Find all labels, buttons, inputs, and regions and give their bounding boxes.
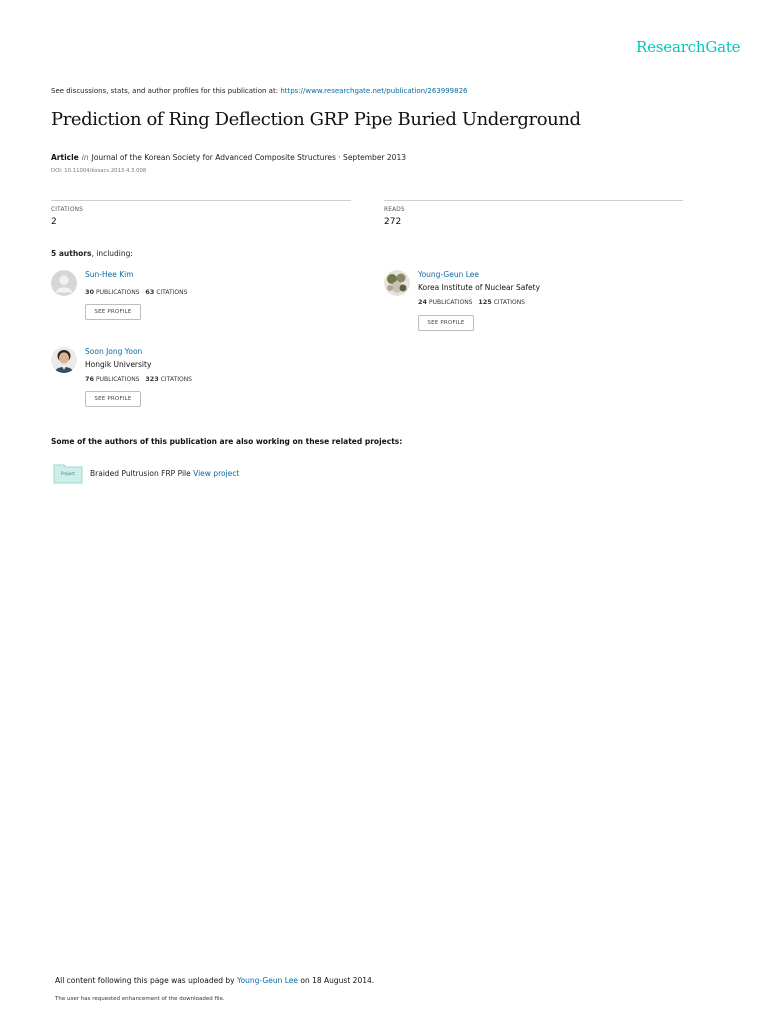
publications-label: PUBLICATIONS: [95, 289, 140, 296]
author-avatar-sun-hee-kim[interactable]: [51, 270, 77, 296]
discussion-line: [51, 87, 468, 95]
publications-count: 76: [85, 375, 95, 383]
authors-count: 5 authors: [51, 249, 92, 258]
see-profile-button[interactable]: SEE PROFILE: [418, 315, 474, 331]
project-name: Braided Pultrusion FRP Pile: [90, 469, 191, 478]
doi: DOI: 10.11004/kosacs.2013.4.3.008: [51, 168, 147, 174]
author-institution[interactable]: Korea Institute of Nuclear Safety: [418, 283, 541, 292]
photo-avatar-icon: [51, 347, 77, 373]
authors-suffix: , including:: [91, 249, 133, 258]
upload-info: [55, 976, 374, 985]
citations-value: 2: [51, 217, 57, 227]
citations-label-small: CITATIONS: [156, 289, 188, 296]
enhancement-note: The user has requested enhancement of the downloaded file.: [55, 996, 225, 1002]
see-profile-button[interactable]: SEE PROFILE: [85, 391, 141, 407]
author-name[interactable]: Soon Jong Yoon: [85, 347, 143, 356]
citations-count: 125: [478, 298, 492, 306]
publications-count: 24: [418, 298, 428, 306]
reads-divider: [384, 200, 683, 201]
author-stats: [418, 298, 525, 306]
authors-heading: [51, 249, 133, 258]
reads-value: 272: [384, 217, 402, 227]
folder-tag: Project: [61, 471, 75, 476]
article-type: Article: [51, 153, 79, 162]
uploader-link[interactable]: Young-Geun Lee: [236, 976, 298, 985]
journal-name[interactable]: Journal of the Korean Society for Advanced Composite Structures · September 2013: [91, 153, 406, 162]
publications-count: 30: [85, 288, 95, 296]
article-meta: [51, 153, 406, 162]
view-project-link[interactable]: View project: [193, 469, 240, 478]
author-stats: [85, 288, 187, 296]
citations-label: CITATIONS: [51, 207, 83, 213]
related-projects-heading: Some of the authors of this publication are also working on these related projects:: [51, 437, 403, 446]
project-line: [90, 469, 239, 478]
author-avatar-young-geun-lee[interactable]: [384, 270, 410, 296]
project-folder-icon: [53, 462, 83, 484]
author-name[interactable]: Young-Geun Lee: [418, 270, 480, 279]
citations-label-small: CITATIONS: [493, 299, 525, 306]
publications-label: PUBLICATIONS: [95, 376, 140, 383]
discussion-text: See discussions, stats, and author profiles for this publication at:: [51, 87, 281, 95]
citations-divider: [51, 200, 351, 201]
researchgate-logo[interactable]: ResearchGate: [636, 38, 741, 56]
see-profile-button[interactable]: SEE PROFILE: [85, 304, 141, 320]
publication-url-link[interactable]: https://www.researchgate.net/publication/263999826: [280, 87, 468, 95]
publication-title: Prediction of Ring Deflection GRP Pipe Buried Underground: [51, 109, 581, 130]
author-institution[interactable]: Hongik University: [85, 360, 152, 369]
publications-label: PUBLICATIONS: [428, 299, 473, 306]
upload-prefix: All content following this page was uploaded by: [55, 976, 237, 985]
reads-label: READS: [384, 207, 405, 213]
photo-avatar-icon: [384, 270, 410, 296]
in-label: in: [81, 153, 89, 162]
upload-suffix: on 18 August 2014.: [298, 976, 375, 985]
author-stats: [85, 375, 192, 383]
citations-count: 323: [145, 375, 159, 383]
citations-count: 63: [145, 288, 155, 296]
default-avatar-icon: [51, 270, 77, 296]
citations-label-small: CITATIONS: [160, 376, 192, 383]
author-avatar-soon-jong-yoon[interactable]: [51, 347, 77, 373]
author-name[interactable]: Sun-Hee Kim: [85, 270, 134, 279]
